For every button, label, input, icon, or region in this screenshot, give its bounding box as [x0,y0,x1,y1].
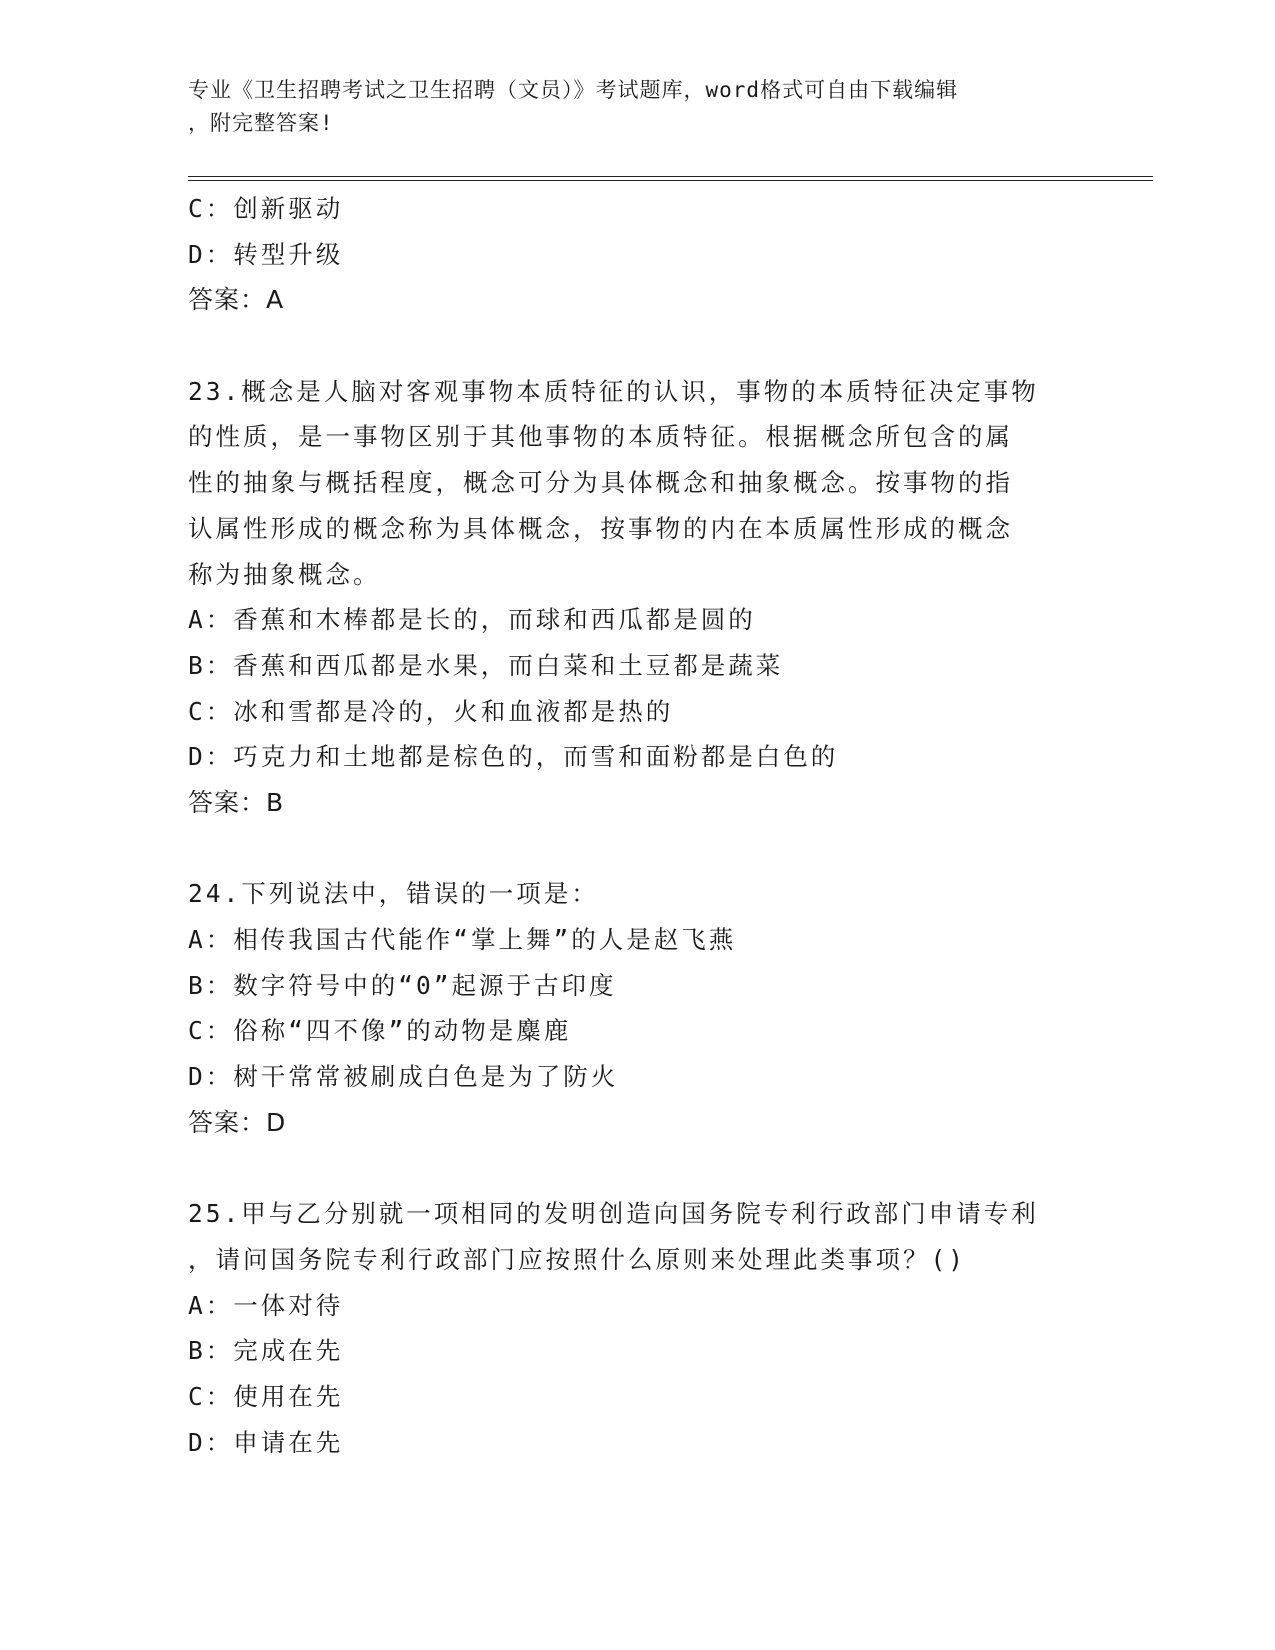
q23-option-d: D：巧克力和土地都是棕色的，而雪和面粉都是白色的 [188,742,839,772]
q24-stem: 24.下列说法中，错误的一项是： [188,879,599,909]
spacer [188,1145,1088,1191]
q25-option-d: D：申请在先 [188,1427,344,1457]
q25-option-a: A：一体对待 [188,1290,344,1320]
q24-option-c: C：俗称“四不像”的动物是麋鹿 [188,1016,572,1046]
q23-option-c: C：冰和雪都是冷的，火和血液都是热的 [188,696,674,726]
q25-option-c: C：使用在先 [188,1381,344,1411]
q25-option-b: B：完成在先 [188,1336,344,1366]
q23-stem-line: 23.概念是人脑对客观事物本质特征的认识，事物的本质特征决定事物 [188,376,1039,406]
q23-stem-line: 称为抽象概念。 [188,559,381,589]
q24-option-a: A：相传我国古代能作“掌上舞”的人是赵飞燕 [188,925,737,954]
q23-stem-line: 认属性形成的概念称为具体概念，按事物的内在本质属性形成的概念 [188,513,1013,543]
spacer [188,826,1088,872]
q24-answer: 答案：D [188,1107,287,1137]
q22-answer: 答案：A [188,285,285,315]
question-content [188,186,1088,1465]
q25-stem-line: 25.甲与乙分别就一项相同的发明创造向国务院专利行政部门申请专利 [188,1199,1039,1229]
q23-option-b: B：香蕉和西瓜都是水果，而白菜和土豆都是蔬菜 [188,650,784,680]
q24-option-d: D：树干常常被刷成白色是为了防火 [188,1062,619,1092]
q23-answer: 答案：B [188,787,285,817]
q22-option-c: C：创新驱动 [188,194,344,223]
page-header [188,74,1088,140]
q25-stem [188,1191,1088,1282]
q25-stem-line: ，请问国务院专利行政部门应按照什么原则来处理此类事项？() [188,1244,966,1274]
q23-stem [188,369,1088,597]
q23-option-a: A：香蕉和木棒都是长的，而球和西瓜都是圆的 [188,605,756,635]
q24-option-b: B：数字符号中的“0”起源于古印度 [188,970,617,1000]
header-line-2: ，附完整答案! [188,111,334,135]
q22-option-d: D：转型升级 [188,239,344,269]
spacer [188,323,1088,369]
q23-stem-line: 的性质，是一事物区别于其他事物的本质特征。根据概念所包含的属 [188,422,1013,452]
header-divider [188,176,1153,181]
header-line-1: 专业《卫生招聘考试之卫生招聘（文员）》考试题库，word格式可自由下载编辑 [188,78,959,102]
q23-stem-line: 性的抽象与概括程度，概念可分为具体概念和抽象概念。按事物的指 [188,468,1013,498]
